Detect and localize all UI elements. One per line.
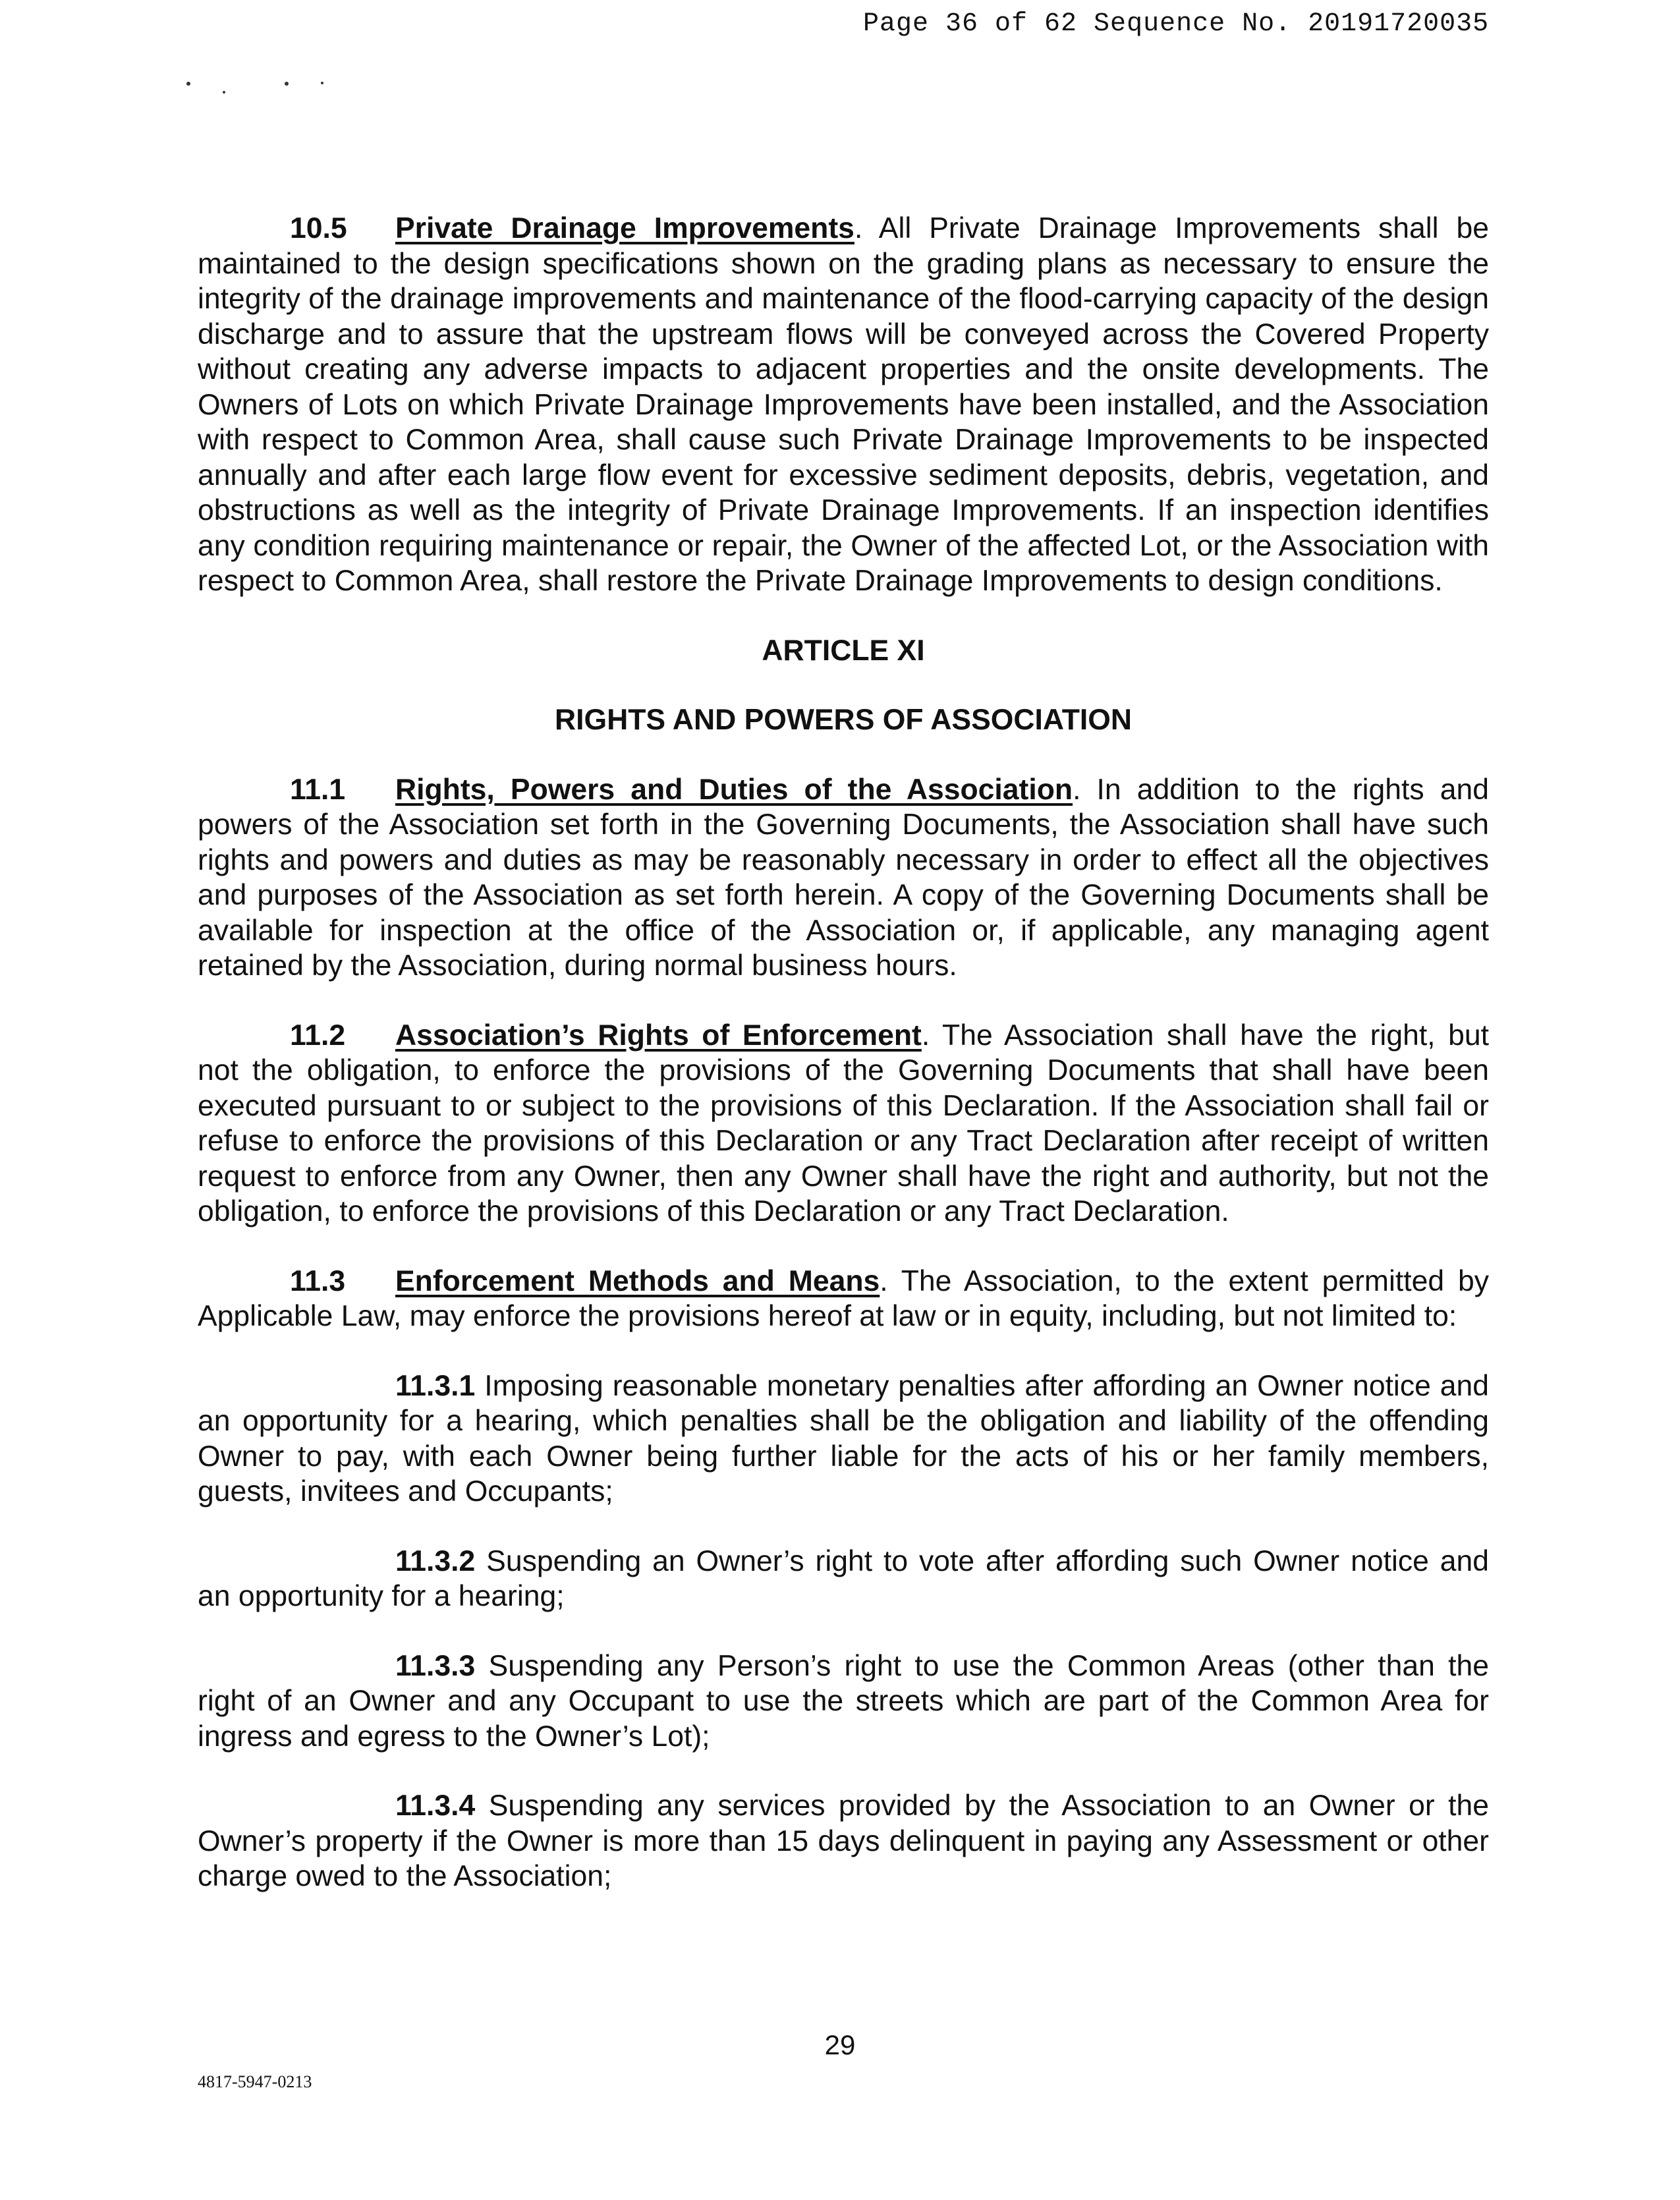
section-body: . The Association shall have the right, but not the obligation, to enforce the provisions of the Governing Documents that shall have been executed pursuant to or subject to the provisions of this Declaration. If the Association shall fail or refuse to enforce the provisions of this Declaration or any Tract Declaration after receipt of written request to enforce from any Owner, then any Owner shall have the right and authority, but not the obligation, to enforce the provisions of this Declaration or any Tract Declaration. xyxy=(198,1019,1489,1227)
section-body: . In addition to the rights and powers of the Association set forth in the Governing Documents, the Association shall have such rights and powers and duties as may be reasonably necessary in order to effect all the objectives and purposes of the Association as set forth herein. A copy of the Governing Documents shall be available for inspection at the office of the Association or, if applicable, any managing agent retained by the Association, during normal business hours. xyxy=(198,773,1489,982)
article-title: RIGHTS AND POWERS OF ASSOCIATION xyxy=(554,704,1132,736)
section-number: 11.1 xyxy=(290,773,346,806)
section-11-3 xyxy=(198,1264,1489,1334)
section-number: 11.3 xyxy=(290,1264,346,1297)
section-title: Enforcement Methods and Means xyxy=(395,1264,880,1297)
subsection-number: 11.3.4 xyxy=(395,1790,476,1822)
section-number: 10.5 xyxy=(290,212,347,244)
section-title: Private Drainage Improvements xyxy=(395,212,854,244)
subsection-body: Suspending any Person’s right to use the Common Areas (other than the right of an Owner and any Occupant to use the streets which are part of the Common Area for ingress and egress to the Owner’s Lot); xyxy=(198,1649,1489,1753)
document-id: 4817-5947-0213 xyxy=(198,2072,312,2091)
subsection-number: 11.3.2 xyxy=(395,1544,476,1577)
subsection-body: Imposing reasonable monetary penalties after affording an Owner notice and an opportunity for a hearing, which penalties shall be the obligation and liability of the offending Owner to pay, with each Owner being further liable for the acts of his or her family members, guests, invitees and Occupants; xyxy=(198,1369,1489,1508)
subsection-body: Suspending an Owner’s right to vote after affording such Owner notice and an opportunity for a hearing; xyxy=(198,1544,1489,1612)
subsection-11-3-4 xyxy=(198,1788,1489,1894)
document-body xyxy=(198,211,1489,1929)
subsection-11-3-2 xyxy=(198,1544,1489,1614)
section-body: . All Private Drainage Improvements shall be maintained to the design specifications shown on the grading plans as necessary to ensure the integrity of the drainage improvements and maintenance of the flood-carrying capacity of the design discharge and to assure that the upstream flows will be conveyed across the Covered Property without creating any adverse impacts to adjacent properties and the onsite developments. The Owners of Lots on which Private Drainage Improvements have been installed, and the Association with respect to Common Area, shall cause such Private Drainage Improvements to be inspected annually and after each large flow event for excessive sediment deposits, debris, vegetation, and obstructions as well as the integrity of Private Drainage Improvements. If an inspection identifies any condition requiring maintenance or repair, the Owner of the affected Lot, or the Association with respect to Common Area, shall restore the Private Drainage Improvements to design conditions. xyxy=(198,212,1490,597)
article-label: ARTICLE XI xyxy=(762,634,925,667)
subsection-11-3-3 xyxy=(198,1649,1489,1755)
section-body: . The Association, to the extent permitted by Applicable Law, may enforce the provisions hereof at law or in equity, including, but not limited to: xyxy=(198,1264,1489,1332)
scan-speck xyxy=(285,82,289,86)
subsection-11-3-1 xyxy=(198,1368,1489,1509)
scan-speck xyxy=(186,82,190,86)
page-sequence-stamp: Page 36 of 62 Sequence No. 20191720035 xyxy=(863,9,1490,39)
subsection-body: Suspending any services provided by the Association to an Owner or the Owner’s property if the Owner is more than 15 days delinquent in paying any Assessment or other charge owed to the Association; xyxy=(198,1790,1489,1892)
section-11-1 xyxy=(198,772,1489,984)
section-title: Rights, Powers and Duties of the Association xyxy=(395,773,1073,806)
section-10-5 xyxy=(198,211,1489,599)
section-number: 11.2 xyxy=(290,1019,346,1052)
scan-speck xyxy=(223,91,225,94)
section-title: Association’s Rights of Enforcement xyxy=(395,1019,922,1052)
page-number: 29 xyxy=(824,2029,856,2060)
scan-speck xyxy=(321,82,323,84)
section-11-2 xyxy=(198,1018,1489,1229)
subsection-number: 11.3.1 xyxy=(395,1369,476,1402)
subsection-number: 11.3.3 xyxy=(395,1649,476,1682)
